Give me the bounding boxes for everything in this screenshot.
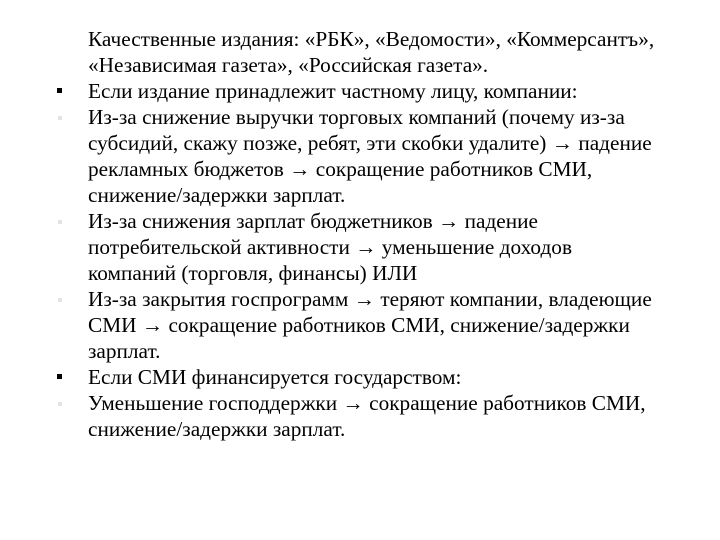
list-item — [0, 364, 660, 390]
faint-bullet-icon — [58, 402, 62, 406]
square-bullet-icon — [57, 374, 62, 379]
list-item — [0, 390, 660, 442]
list-item — [0, 26, 660, 78]
item-text: Если издание принадлежит частному лицу, компании: — [88, 79, 578, 103]
square-bullet-icon — [57, 88, 62, 93]
item-text: Из-за снижение выручки торговых компаний (почему из-за субсидий, скажу позже, ребят, эти скобки удалите) → падение рекламных бюджетов → сокращение работников СМИ, снижение/задержки зарплат. — [88, 105, 652, 207]
faint-bullet-icon — [58, 116, 62, 120]
faint-bullet-icon — [58, 220, 62, 224]
faint-bullet-icon — [58, 298, 62, 302]
item-text: Из-за закрытия госпрограмм → теряют компании, владеющие СМИ → сокращение работников СМИ, снижение/задержки зарплат. — [88, 287, 652, 363]
item-text: Если СМИ финансируется государством: — [88, 365, 462, 389]
list-item — [0, 286, 660, 364]
list-item — [0, 78, 660, 104]
item-text: Уменьшение господдержки → сокращение работников СМИ, снижение/задержки зарплат. — [88, 391, 646, 441]
list-item — [0, 104, 660, 208]
bullet-list — [0, 26, 720, 442]
item-text: Качественные издания: «РБК», «Ведомости», «Коммерсантъ», «Независимая газета», «Российская газета». — [88, 27, 655, 77]
list-item — [0, 208, 660, 286]
item-text: Из-за снижения зарплат бюджетников → падение потребительской активности → уменьшение доходов компаний (торговля, финансы) ИЛИ — [88, 209, 573, 285]
